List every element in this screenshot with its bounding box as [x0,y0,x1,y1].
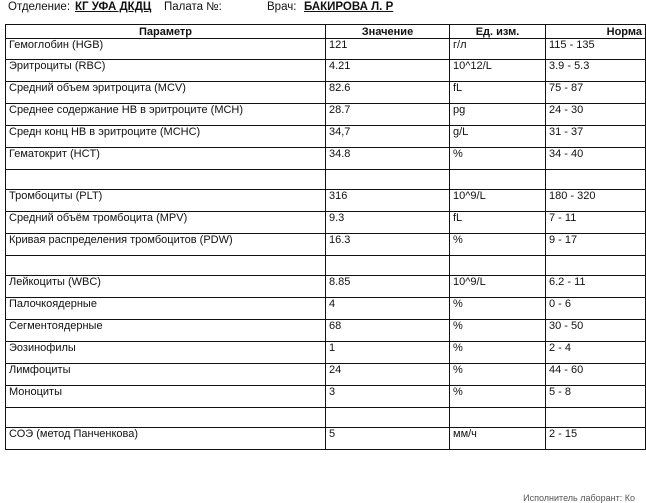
norm-cell: 9 - 17 [546,234,646,256]
separator-cell [546,408,646,428]
ward-label: Палата №: [164,1,222,13]
doctor-label: Врач: [267,1,297,13]
table-row [6,234,646,256]
separator-row [6,256,646,276]
table-row [6,428,646,450]
separator-cell [326,256,450,276]
column-header-unit: Ед. изм. [450,25,546,39]
table-row [6,298,646,320]
unit-cell: fL [450,212,546,234]
value-cell: 82.6 [326,82,450,104]
value-cell: 68 [326,320,450,342]
separator-cell [6,408,326,428]
parameter-cell: Палочкоядерные [6,298,326,320]
norm-cell: 3.9 - 5.3 [546,60,646,82]
unit-cell: % [450,234,546,256]
value-cell: 4 [326,298,450,320]
column-header-parameter: Параметр [6,25,326,39]
table-row [6,104,646,126]
norm-cell: 115 - 135 [546,39,646,60]
value-cell: 1 [326,342,450,364]
separator-cell [326,408,450,428]
unit-cell: pg [450,104,546,126]
unit-cell: 10^9/L [450,190,546,212]
table-row [6,148,646,170]
value-cell: 4.21 [326,60,450,82]
parameter-cell: Среднее содержание HB в эритроците (MCH) [6,104,326,126]
parameter-cell: Кривая распределения тромбоцитов (PDW) [6,234,326,256]
table-row [6,39,646,60]
table-row [6,320,646,342]
parameter-cell: Эозинофилы [6,342,326,364]
unit-cell: мм/ч [450,428,546,450]
unit-cell: г/л [450,39,546,60]
department-value: КГ УФА ДКДЦ [75,1,152,13]
parameter-cell: Гемоглобин (HGB) [6,39,326,60]
parameter-cell: Лимфоциты [6,364,326,386]
results-table [5,24,646,450]
unit-cell: g/L [450,126,546,148]
norm-cell: 30 - 50 [546,320,646,342]
value-cell: 16.3 [326,234,450,256]
norm-cell: 31 - 37 [546,126,646,148]
norm-cell: 75 - 87 [546,82,646,104]
value-cell: 316 [326,190,450,212]
separator-cell [450,170,546,190]
separator-cell [450,256,546,276]
separator-cell [450,408,546,428]
unit-cell: fL [450,82,546,104]
parameter-cell: Средн конц HB в эритроците (MCHC) [6,126,326,148]
parameter-cell: Тромбоциты (PLT) [6,190,326,212]
value-cell: 121 [326,39,450,60]
norm-cell: 6.2 - 11 [546,276,646,298]
parameter-cell: СОЭ (метод Панченкова) [6,428,326,450]
norm-cell: 2 - 15 [546,428,646,450]
separator-row [6,408,646,428]
unit-cell: % [450,320,546,342]
table-header-row [6,25,646,39]
norm-cell: 24 - 30 [546,104,646,126]
norm-cell: 34 - 40 [546,148,646,170]
value-cell: 28.7 [326,104,450,126]
unit-cell: % [450,148,546,170]
parameter-cell: Сегментоядерные [6,320,326,342]
results-body [6,39,646,450]
norm-cell: 7 - 11 [546,212,646,234]
table-row [6,364,646,386]
parameter-cell: Эритроциты (RBC) [6,60,326,82]
parameter-cell: Гематокрит (HCT) [6,148,326,170]
separator-cell [6,170,326,190]
doctor-value: БАКИРОВА Л. Р [304,1,394,13]
unit-cell: % [450,386,546,408]
separator-cell [326,170,450,190]
value-cell: 5 [326,428,450,450]
value-cell: 34.8 [326,148,450,170]
unit-cell: % [450,364,546,386]
table-row [6,60,646,82]
value-cell: 34,7 [326,126,450,148]
parameter-cell: Лейкоциты (WBC) [6,276,326,298]
norm-cell: 0 - 6 [546,298,646,320]
norm-cell: 5 - 8 [546,386,646,408]
parameter-cell: Средний объем эритроцита (MCV) [6,82,326,104]
norm-cell: 180 - 320 [546,190,646,212]
value-cell: 24 [326,364,450,386]
parameter-cell: Средний объём тромбоцита (MPV) [6,212,326,234]
value-cell: 8.85 [326,276,450,298]
table-row [6,190,646,212]
table-row [6,386,646,408]
table-row [6,126,646,148]
table-row [6,276,646,298]
table-row [6,82,646,104]
separator-cell [546,170,646,190]
norm-cell: 2 - 4 [546,342,646,364]
value-cell: 9.3 [326,212,450,234]
department-label: Отделение: [8,1,71,13]
separator-row [6,170,646,190]
separator-cell [6,256,326,276]
parameter-cell: Моноциты [6,386,326,408]
norm-cell: 44 - 60 [546,364,646,386]
footer-note: Исполнитель лаборант: Ко [523,493,635,503]
column-header-norm: Норма [546,25,646,39]
column-header-value: Значение [326,25,450,39]
unit-cell: 10^9/L [450,276,546,298]
unit-cell: % [450,342,546,364]
table-row [6,342,646,364]
value-cell: 3 [326,386,450,408]
table-row [6,212,646,234]
unit-cell: % [450,298,546,320]
separator-cell [546,256,646,276]
unit-cell: 10^12/L [450,60,546,82]
